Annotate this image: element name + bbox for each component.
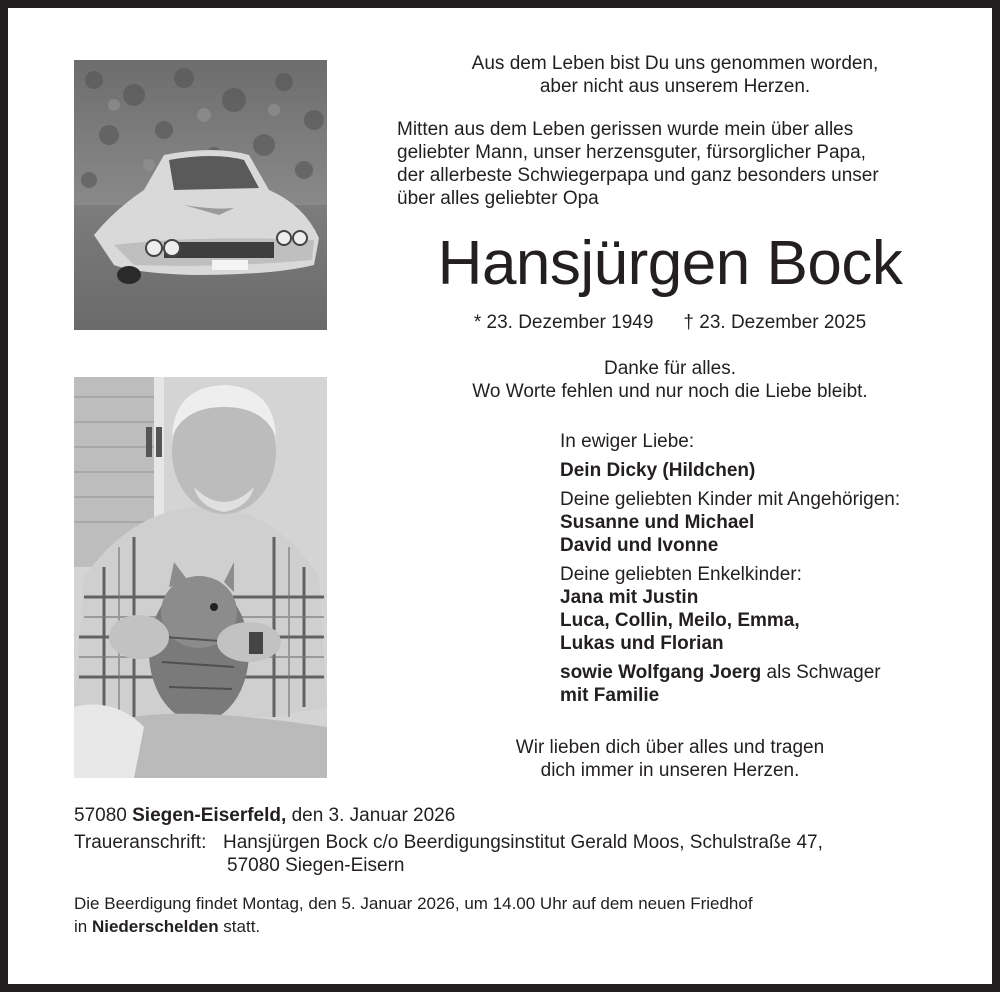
- eternal-love-group: [560, 430, 980, 453]
- spouse-group: [560, 459, 980, 482]
- portrait-image: [74, 377, 327, 778]
- grandchildren-label: Deine geliebten Enkelkinder:: [560, 564, 802, 585]
- deceased-name: Hansjürgen Bock: [437, 229, 903, 298]
- car-photo: [74, 60, 327, 330]
- address-line-1: Hansjürgen Bock c/o Beerdigungsinstitut Gerald Moos, Schulstraße 47,: [223, 832, 823, 853]
- death-date: † 23. Dezember 2025: [683, 312, 867, 333]
- brother-in-law-family: mit Familie: [560, 685, 660, 706]
- birth-date: * 23. Dezember 1949: [473, 312, 654, 333]
- motto-line: Aus dem Leben bist Du uns genommen worden,: [471, 53, 879, 74]
- thanks-text: [380, 357, 960, 403]
- children-label: Deine geliebten Kinder mit Angehörigen:: [560, 489, 901, 510]
- life-dates: [380, 311, 960, 334]
- grandchild-name: Jana mit Justin: [560, 587, 699, 608]
- grandchild-name: Luca, Collin, Meilo, Emma,: [560, 610, 800, 631]
- intro-text: [397, 118, 957, 210]
- child-name: David und Ivonne: [560, 535, 719, 556]
- funeral-prefix: in: [74, 917, 92, 936]
- notice-date: den 3. Januar 2026: [286, 805, 456, 826]
- address-line-2: 57080 Siegen-Eisern: [227, 855, 405, 876]
- spouse-name: Dein Dicky (Hildchen): [560, 460, 756, 481]
- place-date: [74, 804, 455, 827]
- car-image: [74, 60, 327, 330]
- grandchild-name: Lukas und Florian: [560, 633, 724, 654]
- place-name: Siegen-Eiserfeld,: [132, 805, 287, 826]
- cemetery-place: Niederschelden: [91, 917, 219, 936]
- motto: [385, 52, 965, 98]
- postcode: 57080: [74, 805, 133, 826]
- closing-line: Wir lieben dich über alles und tragen: [515, 737, 825, 758]
- intro-line: über alles geliebter Opa: [397, 188, 599, 209]
- grandchildren-group: [560, 563, 980, 655]
- closing-text: [380, 736, 960, 782]
- portrait-photo: [74, 377, 327, 778]
- thanks-line: Wo Worte fehlen und nur noch die Liebe bleibt.: [472, 381, 868, 402]
- mourning-address: [74, 831, 823, 877]
- address-label: Traueranschrift:: [74, 832, 207, 853]
- intro-line: Mitten aus dem Leben gerissen wurde mein über alles: [397, 119, 854, 140]
- eternal-love-label: In ewiger Liebe:: [560, 431, 695, 452]
- children-group: [560, 488, 980, 557]
- thanks-line: Danke für alles.: [603, 358, 736, 379]
- brother-in-law-name: sowie Wolfgang Joerg: [560, 662, 762, 683]
- brother-in-law-relation: als Schwager: [761, 662, 881, 683]
- intro-line: der allerbeste Schwiegerpapa und ganz besonders unser: [397, 165, 879, 186]
- funeral-info: [74, 892, 753, 938]
- funeral-line-1: Die Beerdigung findet Montag, den 5. Januar 2026, um 14.00 Uhr auf dem neuen Friedhof: [74, 894, 753, 913]
- motto-line: aber nicht aus unserem Herzen.: [539, 76, 811, 97]
- intro-line: geliebter Mann, unser herzensguter, fürsorglicher Papa,: [397, 142, 866, 163]
- closing-line: dich immer in unseren Herzen.: [540, 760, 800, 781]
- brother-in-law-group: [560, 661, 980, 707]
- mourners-list: [560, 430, 980, 713]
- funeral-suffix: statt.: [218, 917, 261, 936]
- child-name: Susanne und Michael: [560, 512, 755, 533]
